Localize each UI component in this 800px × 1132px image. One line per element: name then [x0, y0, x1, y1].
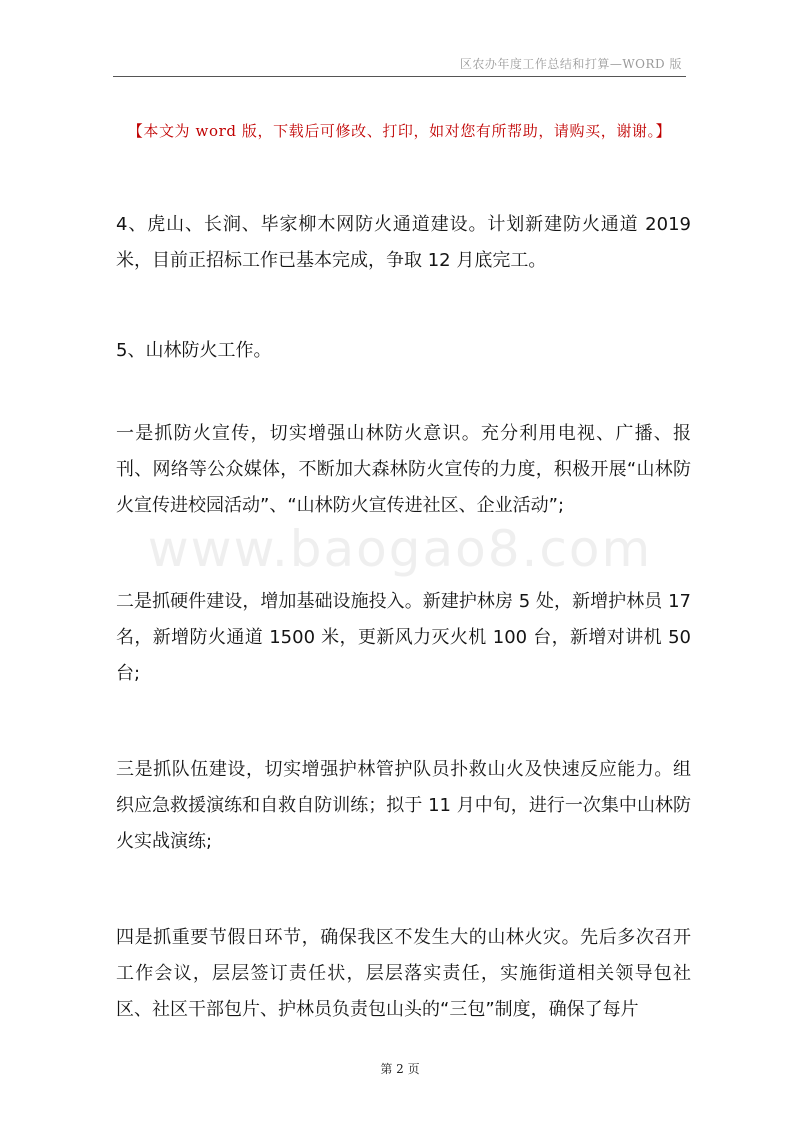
page-number: 第 2 页: [380, 1062, 420, 1076]
page-header: [113, 52, 686, 77]
paragraph-team: 三是抓队伍建设，切实增强护林管护队员扑救山火及快速反应能力。组织应急救援演练和自救自防训练；拟于 11 月中旬，进行一次集中山林防火实战演练;: [116, 759, 691, 852]
download-notice: 【本文为 word 版，下载后可修改、打印，如对您有所帮助，请购买，谢谢。】: [127, 122, 672, 140]
paragraph-holidays: 四是抓重要节假日环节，确保我区不发生大的山林火灾。先后多次召开工作会议，层层签订责任状，层层落实责任，实施街道相关领导包社区、社区干部包片、护林员负责包山头的“三包”制度，确保了每片: [116, 927, 691, 1020]
paragraph-item-5: 5、山林防火工作。: [116, 340, 272, 361]
paragraph-hardware: 二是抓硬件建设，增加基础设施投入。新建护林房 5 处，新增护林员 17 名，新增防火通道 1500 米，更新风力灭火机 100 台，新增对讲机 50 台;: [116, 591, 691, 684]
watermark: www.baogao8.com: [147, 520, 653, 578]
paragraph-publicity: 一是抓防火宣传，切实增强山林防火意识。充分利用电视、广播、报刊、网络等公众媒体，不断加大森林防火宣传的力度，积极开展“山林防火宣传进校园活动”、“山林防火宣传进社区、企业活动”;: [116, 423, 691, 516]
paragraph-item-4: 4、虎山、长涧、毕家柳木网防火通道建设。计划新建防火通道 2019 米，目前正招标工作已基本完成，争取 12 月底完工。: [116, 214, 691, 271]
header-title: 区农办年度工作总结和打算—WORD 版: [459, 57, 682, 71]
